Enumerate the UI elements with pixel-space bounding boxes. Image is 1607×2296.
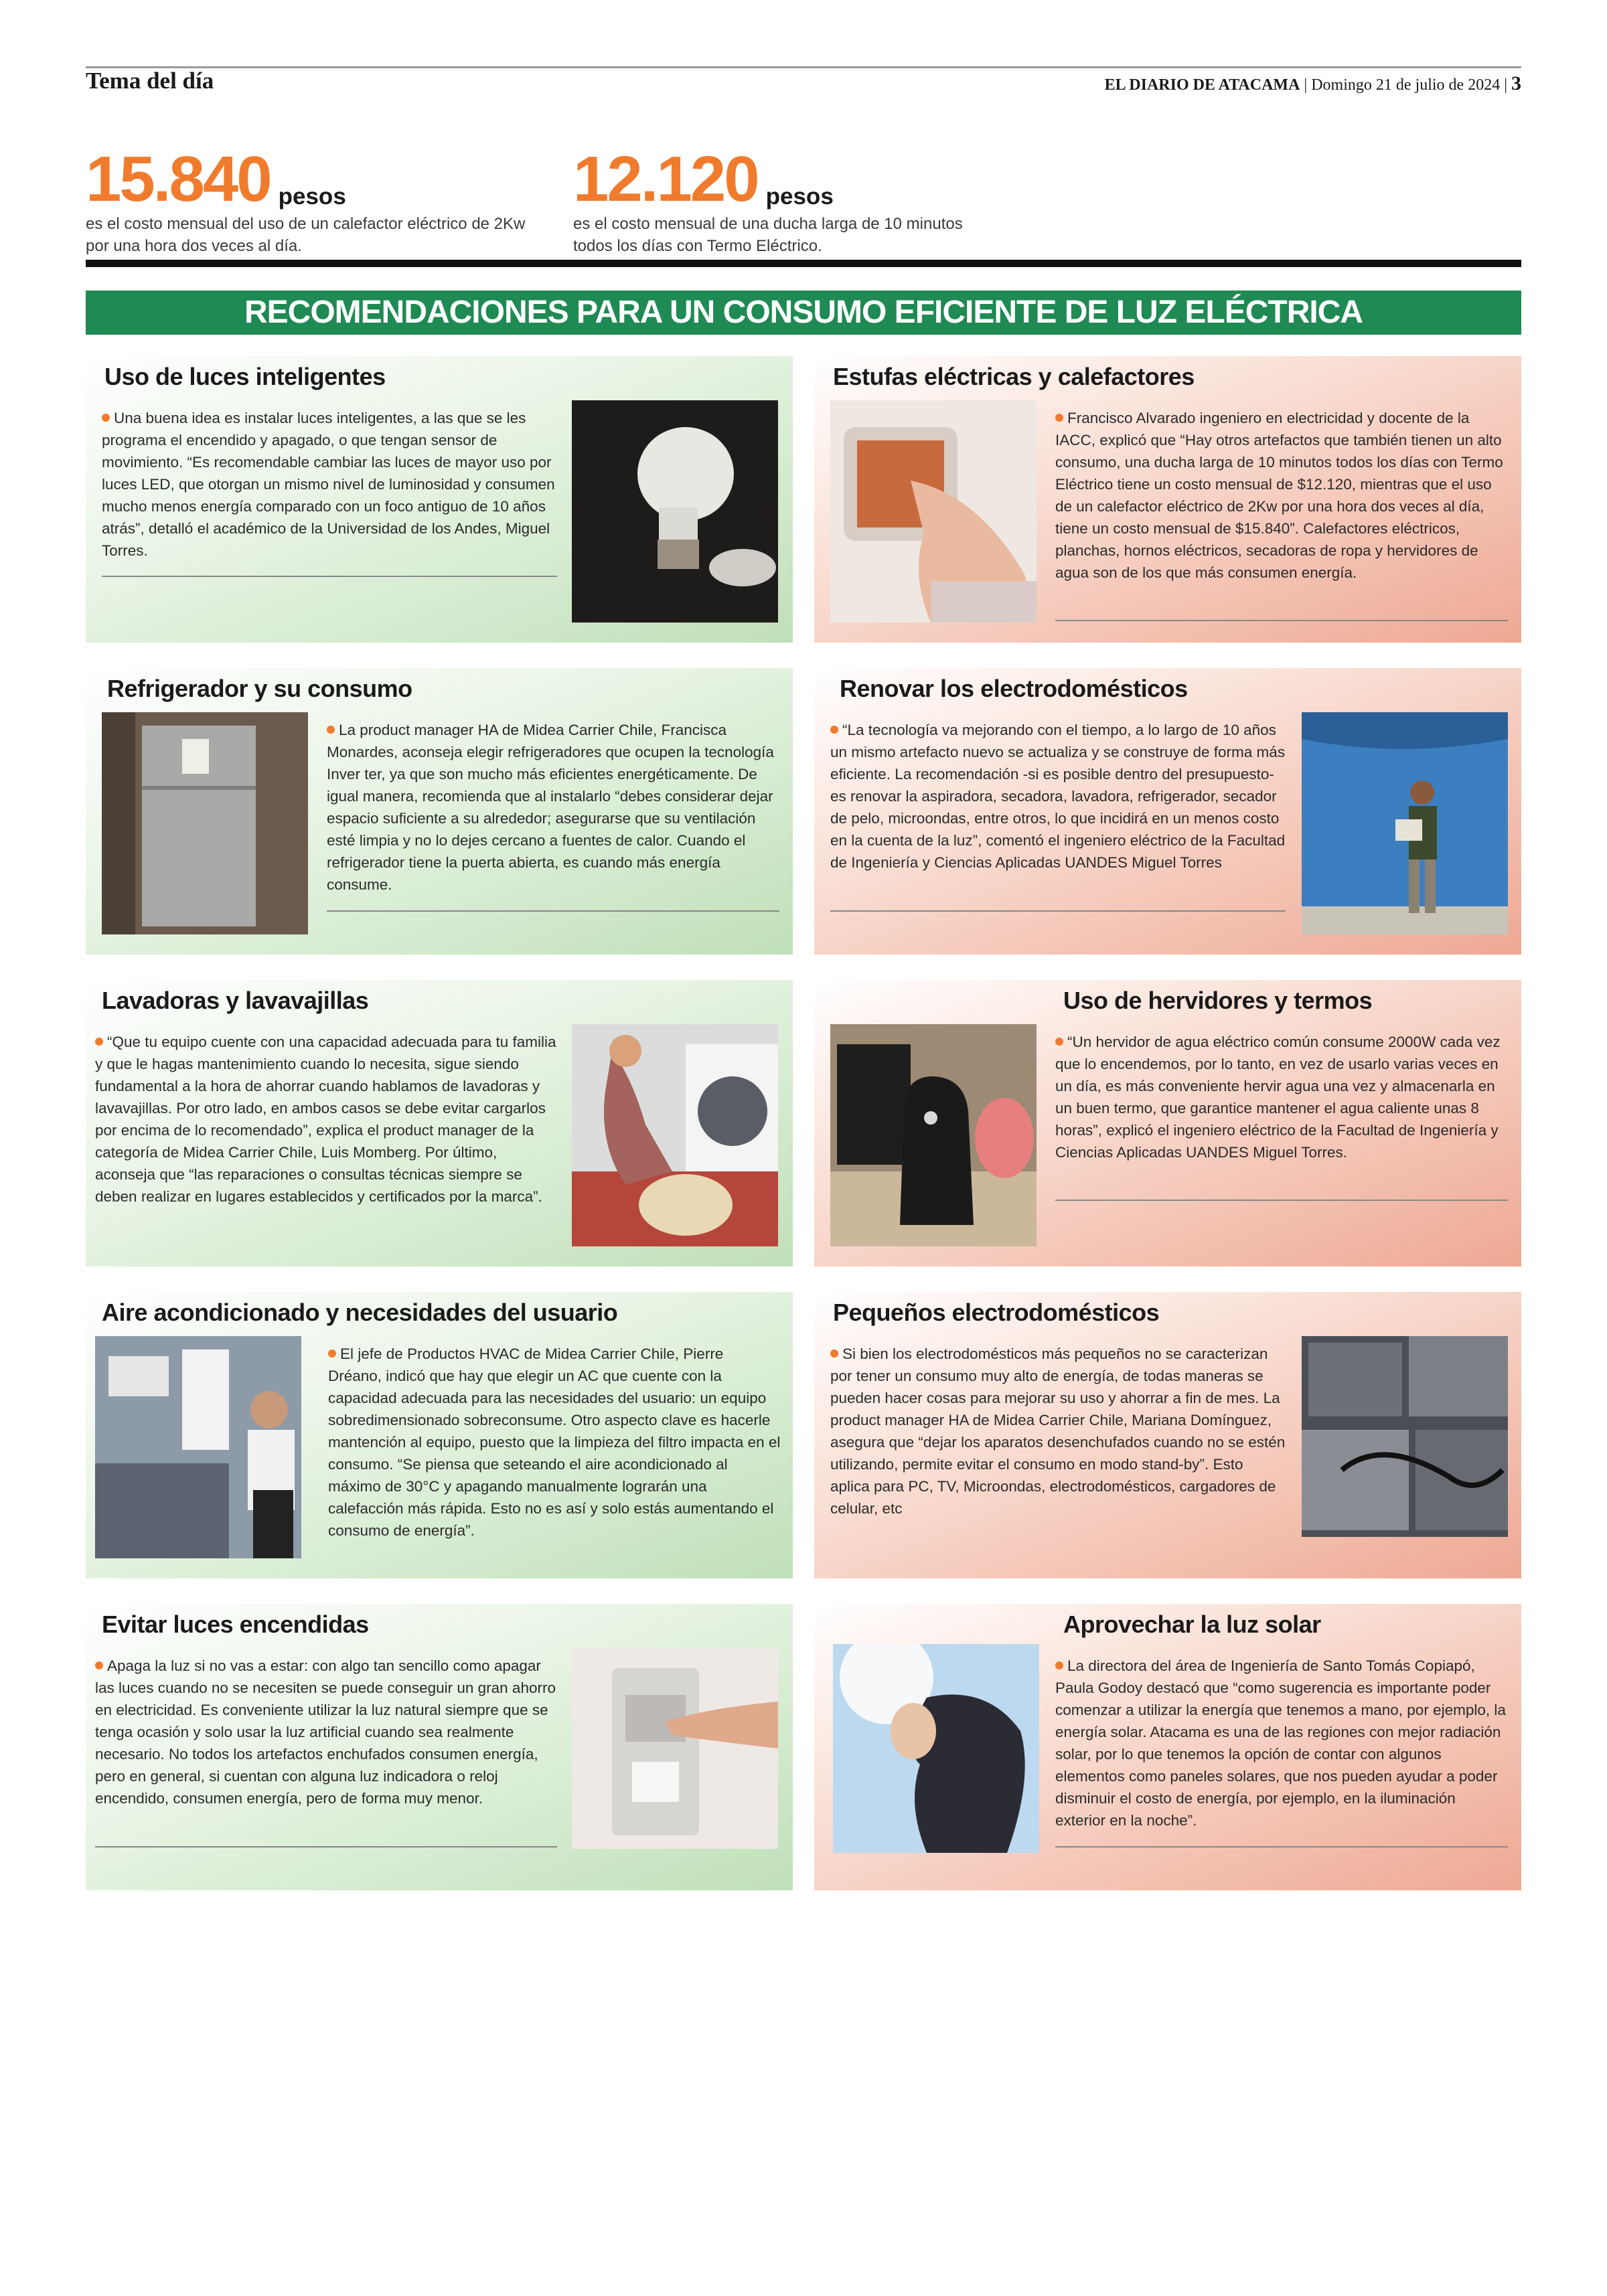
laptops-photo — [1302, 1336, 1508, 1537]
stat-number: 12.120 — [573, 143, 758, 215]
washing-machine-photo — [572, 1024, 778, 1246]
card-title: Refrigerador y su consumo — [107, 675, 412, 702]
section-label: Tema del día — [86, 68, 214, 94]
bullet-icon — [95, 1038, 103, 1046]
light-switch-photo — [572, 1648, 778, 1849]
card-text: El jefe de Productos HVAC de Midea Carrier Chile, Pierre Dréano, indicó que hay que elegir un AC que cuente con la capacidad adecuada para las necesidades del usuario: un equipo sobredimensionado sobreconsume. Otro aspecto clave es hacerle mantención al equipo, puesto que la limpieza del filtro impacta en el consumo. “Se piensa que seteando el aire acondicionado al máximo de 30°C y apagando manualmente lograrán una calefacción más rápida. Esto no es así y solo estás aumentando el consumo de energía”. — [328, 1345, 781, 1539]
masthead — [1105, 72, 1521, 95]
heater-photo — [830, 400, 1037, 623]
card-smart-lights — [86, 356, 793, 643]
card-title: Lavadoras y lavavajillas — [102, 987, 369, 1014]
kettle-photo — [830, 1024, 1037, 1246]
card-text: Si bien los electrodomésticos más pequeños no se caracterizan por tener un consumo muy alto de energía, de todas maneras se pueden hacer cosas para mejorar su uso y ahorrar a fin de mes. La product manager HA de Midea Carrier Chile, Mariana Domínguez, asegura que “dejar los aparatos desenchufados cuando no se estén utilizando, permite evitar el consumo en modo stand-by”. Esto aplica para PC, TV, Microondas, electrodomésticos, cargadores de celular, etc — [830, 1345, 1286, 1517]
card-text: Apaga la luz si no vas a estar: con algo tan sencillo como apagar las luces cuando no se necesiten se puede conseguir un gran ahorro en electricidad. Es conveniente utilizar la luz natural siempre que se tenga ocasión y solo usar la luz artificial cuando sea realmente necesario. No todos los artefactos enchufados consumen energía, pero en general, si cuentan con alguna luz indicadora o reloj encendido, consumen energía, pero de forma muy menor. — [95, 1657, 556, 1807]
card-divider — [1055, 620, 1508, 621]
bullet-icon — [1055, 1661, 1063, 1669]
delivery-man-photo — [1302, 712, 1508, 934]
card-text: Francisco Alvarado ingeniero en electricidad y docente de la IACC, explicó que “Hay otros artefactos que también tienen un alto consumo, una ducha larga de 10 minutos todos los días con Termo Eléctrico tiene un costo mensual de $12.120, mientras que el uso de un calefactor eléctrico de 2Kw por una hora dos veces al día, tiene un costo mensual de $15.840”. Calefactores eléctricos, planchas, hornos eléctricos, secadoras de ropa y hervidores de agua son de los que más consumen energía. — [1055, 410, 1503, 581]
card-divider — [830, 910, 1286, 912]
publication-name: EL DIARIO DE ATACAMA — [1104, 76, 1300, 94]
card-air-conditioning — [86, 1292, 793, 1578]
card-text: La directora del área de Ingeniería de Santo Tomás Copiapó, Paula Godoy destacó que “como sugerencia es importante poder comenzar a utilizar la energía que tenemos a mano, por ejemplo, la energía solar. Atacama es una de las regiones con mejor radiación solar, por lo que tenemos la opción de contar con algunos elementos como paneles solares, que nos pueden ayudar a poder disminuir el costo de energía, por ejemplo, en la iluminación exterior en la noche”. — [1055, 1657, 1506, 1829]
bullet-icon — [830, 1349, 838, 1358]
card-refrigerator — [86, 668, 793, 955]
card-divider — [95, 1846, 557, 1848]
card-text: “La tecnología va mejorando con el tiempo, a lo largo de 10 años un mismo artefacto nuevo se actualiza y se construye de forma más eficiente. La recomendación -si es posible dentro del presupuesto- es renovar la aspiradora, secadora, lavadora, refrigerador, secador de pelo, microondas, entre otros, lo que incidirá en un menos costo en la cuenta de la luz”, comentó el ingeniero eléctrico de la Facultad de Ingeniería y Ciencias Aplicadas UANDES Miguel Torres — [830, 722, 1286, 871]
bullet-icon — [102, 414, 110, 422]
card-lights-off — [86, 1604, 793, 1890]
page-number: 3 — [1511, 72, 1521, 94]
section-banner: RECOMENDACIONES PARA UN CONSUMO EFICIENTE DE LUZ ELÉCTRICA — [86, 291, 1521, 335]
bullet-icon — [1055, 1038, 1063, 1046]
bullet-icon — [1055, 414, 1063, 422]
bullet-icon — [830, 726, 838, 734]
stat-heater — [86, 143, 581, 257]
bullet-icon — [327, 726, 335, 734]
sunlight-woman-photo — [833, 1644, 1039, 1853]
refrigerator-photo — [102, 712, 308, 934]
card-divider — [102, 576, 557, 577]
card-solar-light — [814, 1604, 1521, 1890]
card-divider — [1055, 1200, 1508, 1201]
card-title: Estufas eléctricas y calefactores — [833, 363, 1195, 390]
card-divider — [327, 910, 779, 912]
light-bulb-photo — [572, 400, 778, 623]
card-divider — [1055, 1846, 1508, 1848]
card-text: “Que tu equipo cuente con una capacidad adecuada para tu familia y que le hagas mantenimiento cuando lo necesita, sigue siendo fundamental a la hora de ahorrar cuando hablamos de lavadoras y lavavajillas. Por otro lado, en ambos casos se debe evitar cargarlos por encima de lo recomendado”, explica el product manager de la categoría de Midea Carrier Chile, Luis Momberg. Por último, aconseja que “las reparaciones o consultas técnicas siempre se deben realizar en lugares establecidos y certificados por la marca”. — [95, 1034, 556, 1205]
card-small-appliances — [814, 1292, 1521, 1578]
card-kettles — [814, 980, 1521, 1266]
card-title: Aprovechar la luz solar — [1063, 1611, 1321, 1638]
card-title: Evitar luces encendidas — [102, 1611, 369, 1638]
stat-unit: pesos — [765, 183, 834, 210]
card-title: Aire acondicionado y necesidades del usuario — [102, 1299, 618, 1326]
stat-description: es el costo mensual del uso de un calefactor eléctrico de 2Kw por una hora dos veces al día. — [86, 215, 526, 255]
stat-unit: pesos — [278, 183, 346, 210]
card-text: La product manager HA de Midea Carrier Chile, Francisca Monardes, aconseja elegir refrigeradores que ocupen la tecnología Inver ter, ya que son mucho más eficientes energéticamente. De igual manera, recomienda que al instalarlo “debes considerar dejar espacio suficiente a su alrededor; asegurarse que su ventilación esté limpia y no lo dejes cercano a fuentes de calor. Cuando el refrigerador tiene la puerta abierta, es cuando más energía consume. — [327, 722, 774, 893]
issue-date: | Domingo 21 de julio de 2024 | — [1300, 76, 1511, 94]
header-rule — [86, 66, 1521, 68]
appliance-store-photo — [95, 1336, 301, 1558]
card-title: Renovar los electrodomésticos — [840, 675, 1188, 702]
card-text: “Un hervidor de agua eléctrico común consume 2000W cada vez que lo encendemos, por lo tanto, en vez de usarlo varias veces en un día, es más conveniente hervir agua una vez y almacenarla en un buen termo, que garantice mantener el agua caliente unas 8 horas”, explicó el ingeniero eléctrico de la Facultad de Ingeniería y Ciencias Aplicadas UANDES Miguel Torres. — [1055, 1034, 1501, 1161]
card-title: Uso de luces inteligentes — [104, 363, 386, 390]
heavy-rule — [86, 260, 1521, 267]
bullet-icon — [95, 1661, 103, 1669]
card-text: Una buena idea es instalar luces inteligentes, a las que se les programa el encendido y apagado, o que tengan sensor de movimiento. “Es recomendable cambiar las luces de mayor uso por luces LED, que otorgan un mismo nivel de luminosidad y consumen mucho menos energía comparado con un foco antiguo de 10 años atrás”, detalló el académico de la Universidad de los Andes, Miguel Torres. — [102, 410, 555, 559]
stat-shower — [573, 143, 1069, 257]
bullet-icon — [328, 1349, 336, 1358]
card-heaters — [814, 356, 1521, 643]
card-title: Pequeños electrodomésticos — [833, 1299, 1160, 1326]
card-title: Uso de hervidores y termos — [1063, 987, 1373, 1014]
card-renew-appliances — [814, 668, 1521, 955]
card-washers — [86, 980, 793, 1266]
stat-number: 15.840 — [86, 143, 271, 215]
stat-description: es el costo mensual de una ducha larga de 10 minutos todos los días con Termo Eléctrico. — [573, 215, 963, 255]
